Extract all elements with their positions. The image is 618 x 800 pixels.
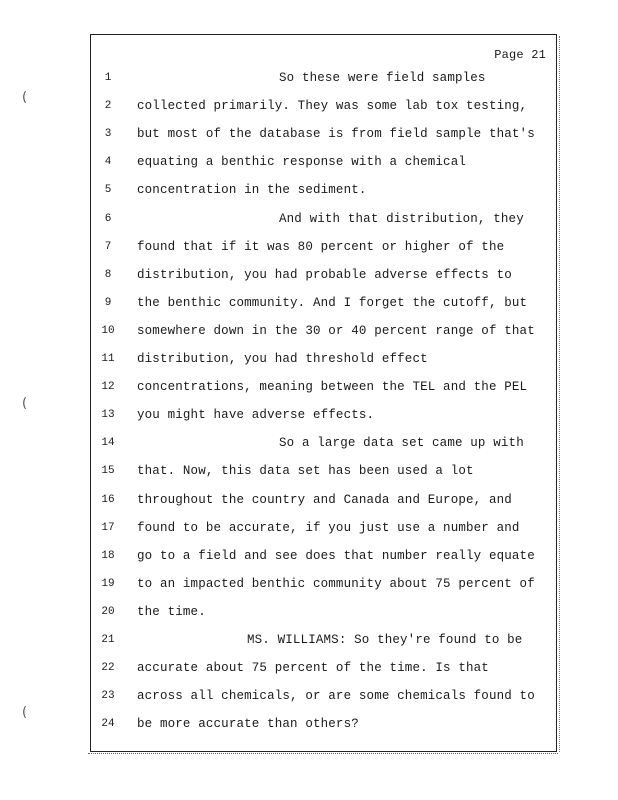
binder-hole-mark-icon: ( xyxy=(22,90,28,105)
line-text: found that if it was 80 percent or higher of the xyxy=(137,239,505,254)
transcript-line xyxy=(91,98,556,118)
line-number: 4 xyxy=(104,156,112,169)
line-number: 16 xyxy=(101,493,115,506)
line-number: 20 xyxy=(101,605,115,618)
line-number: 19 xyxy=(101,577,115,590)
line-number: 7 xyxy=(104,240,112,253)
line-text: equating a benthic response with a chemical xyxy=(137,155,467,170)
line-number: 5 xyxy=(104,184,112,197)
transcript-line xyxy=(91,154,556,174)
transcript-line xyxy=(91,548,556,568)
line-number: 18 xyxy=(101,549,115,562)
transcript-line xyxy=(91,463,556,483)
line-number: 13 xyxy=(101,409,115,422)
line-number: 21 xyxy=(101,634,115,646)
line-text: concentrations, meaning between the TEL and the PEL xyxy=(137,380,528,395)
transcript-line xyxy=(91,576,556,596)
line-text: across all chemicals, or are some chemicals found to xyxy=(137,689,535,704)
line-text: concentration in the sediment. xyxy=(137,183,367,198)
line-text: So these were field samples xyxy=(279,71,486,85)
transcript-line xyxy=(91,379,556,399)
line-number: 9 xyxy=(104,296,112,309)
line-text: that. Now, this data set has been used a lot xyxy=(137,464,474,479)
line-text: but most of the database is from field sample that's xyxy=(137,127,535,142)
line-text: you might have adverse effects. xyxy=(137,408,375,423)
line-text: collected primarily. They was some lab tox testing, xyxy=(137,99,528,114)
line-text: be more accurate than others? xyxy=(137,717,359,732)
line-number: 14 xyxy=(101,437,115,450)
line-text: go to a field and see does that number really equate xyxy=(137,548,535,563)
line-number: 22 xyxy=(101,662,115,675)
transcript-line xyxy=(91,295,556,315)
page-bottom-edge xyxy=(88,753,558,755)
line-text: found to be accurate, if you just use a number and xyxy=(137,520,520,535)
line-number: 10 xyxy=(101,324,115,337)
transcript-line xyxy=(91,688,556,708)
transcript-line xyxy=(91,407,556,427)
line-number: 24 xyxy=(101,718,115,731)
transcript-line xyxy=(91,492,556,512)
transcript-line xyxy=(91,182,556,202)
transcript-line xyxy=(91,211,556,231)
line-number: 12 xyxy=(101,381,115,394)
transcript-page-frame xyxy=(90,34,557,752)
line-text: So a large data set came up with xyxy=(279,436,524,451)
binder-hole-mark-icon: ( xyxy=(22,396,28,411)
line-text: MS. WILLIAMS: So they're found to be xyxy=(247,633,523,647)
line-text: the benthic community. And I forget the cutoff, but xyxy=(137,295,528,310)
transcript-line xyxy=(91,520,556,540)
line-text: distribution, you had probable adverse effects to xyxy=(137,267,512,282)
line-number: 11 xyxy=(101,353,115,365)
page-edge-line xyxy=(559,36,561,752)
line-number: 1 xyxy=(104,72,112,84)
transcript-line xyxy=(91,323,556,343)
page-number: Page 21 xyxy=(494,48,546,62)
line-text: somewhere down in the 30 or 40 percent range of that xyxy=(137,323,535,338)
line-text: distribution, you had threshold effect xyxy=(137,352,428,366)
line-number: 8 xyxy=(104,268,112,281)
line-text: the time. xyxy=(137,604,206,619)
transcript-line xyxy=(91,435,556,455)
line-text: And with that distribution, they xyxy=(279,211,524,226)
line-text: throughout the country and Canada and Europe, and xyxy=(137,492,512,507)
line-number: 3 xyxy=(104,128,112,141)
transcript-line xyxy=(91,716,556,736)
transcript-line xyxy=(91,239,556,259)
line-number: 2 xyxy=(104,100,112,113)
line-number: 17 xyxy=(101,521,115,534)
line-text: to an impacted benthic community about 75 percent of xyxy=(137,576,535,591)
binder-hole-mark-icon: ( xyxy=(22,705,28,720)
line-number: 15 xyxy=(101,465,115,478)
transcript-line xyxy=(91,632,556,652)
transcript-line xyxy=(91,126,556,146)
transcript-line xyxy=(91,70,556,90)
transcript-line xyxy=(91,604,556,624)
line-number: 6 xyxy=(104,212,112,225)
line-number: 23 xyxy=(101,690,115,703)
transcript-line xyxy=(91,351,556,371)
line-text: accurate about 75 percent of the time. Is that xyxy=(137,661,489,676)
transcript-line xyxy=(91,660,556,680)
transcript-line xyxy=(91,267,556,287)
